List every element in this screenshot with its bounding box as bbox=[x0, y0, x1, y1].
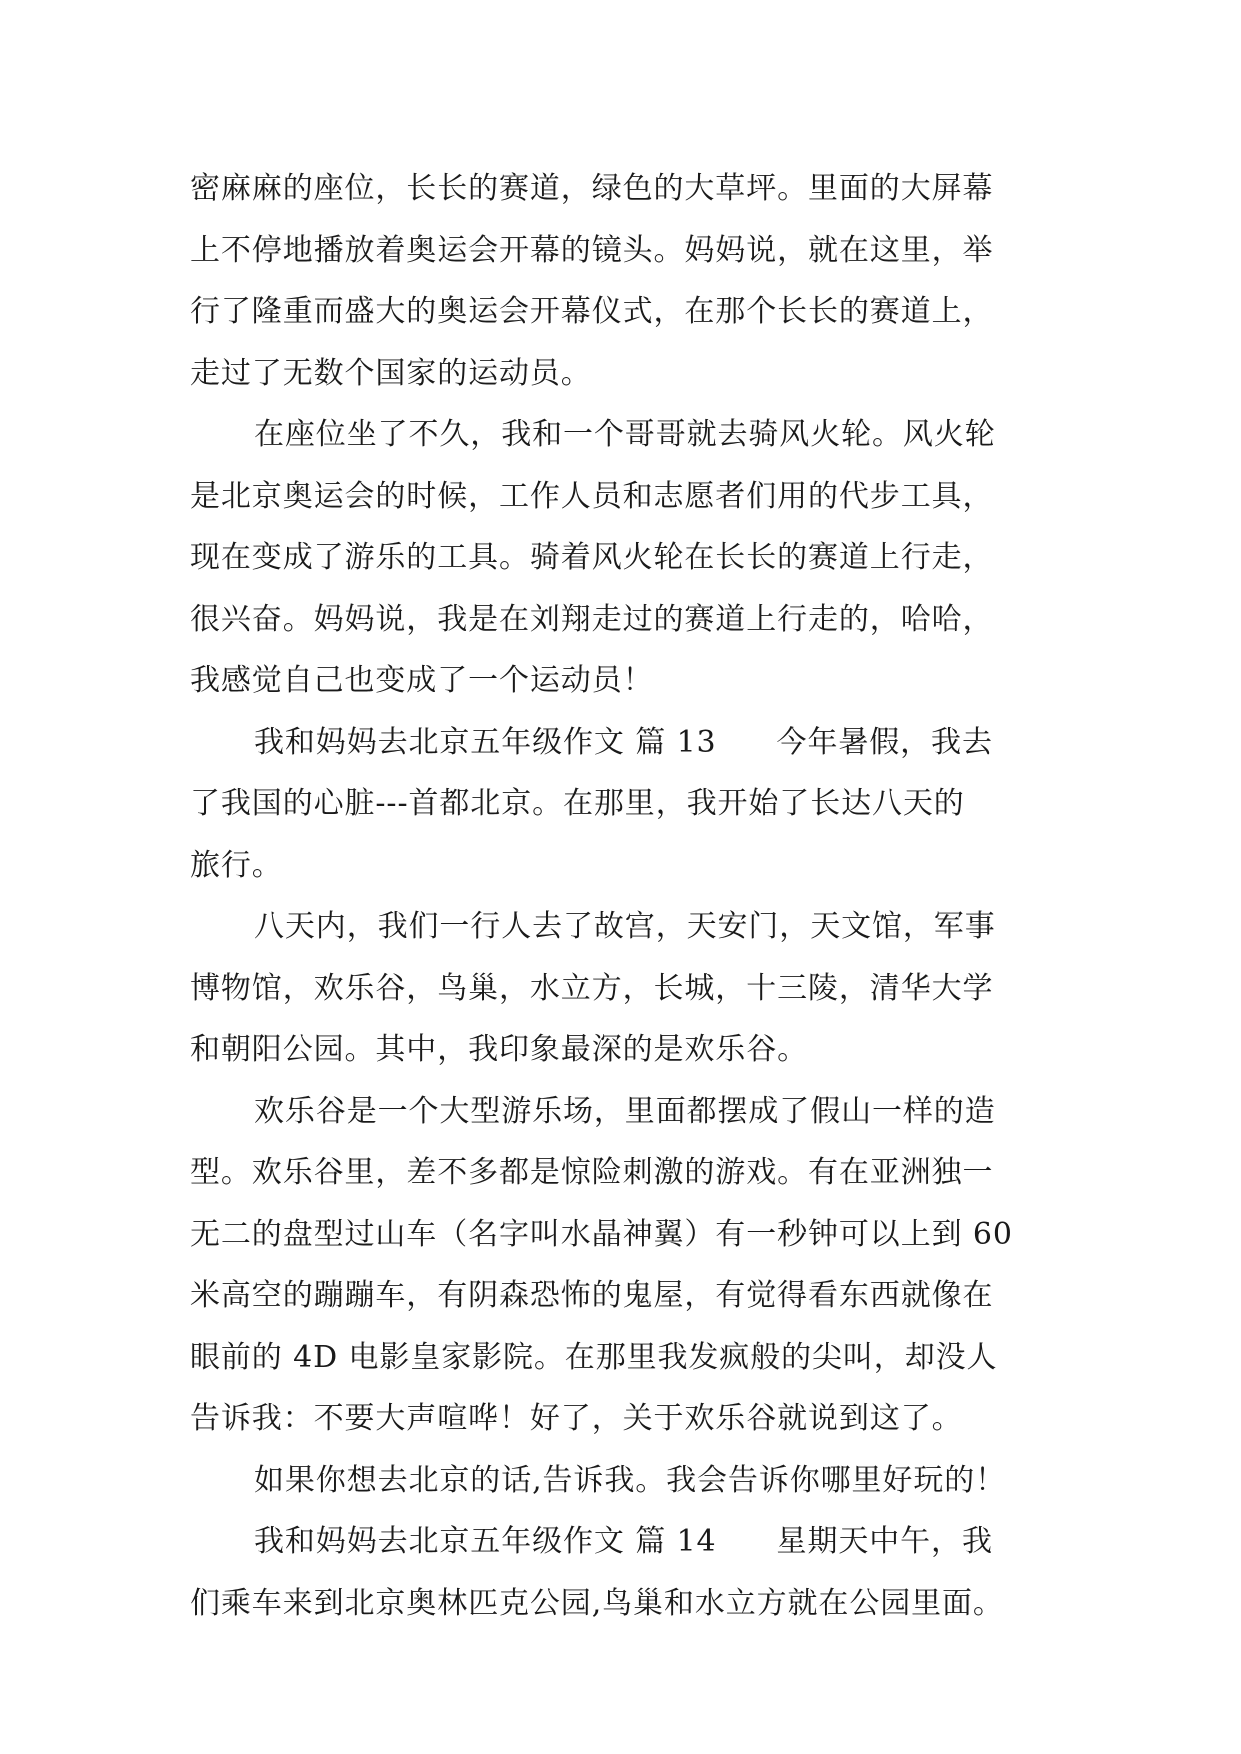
text-line: 是北京奥运会的时候，工作人员和志愿者们用的代步工具， bbox=[190, 478, 994, 514]
text-line: 无二的盘型过山车（名字叫水晶神翼）有一秒钟可以上到 60 bbox=[190, 1216, 1013, 1252]
text-line: 很兴奋。妈妈说，我是在刘翔走过的赛道上行走的，哈哈， bbox=[190, 601, 994, 637]
section-heading-line bbox=[190, 1511, 1050, 1573]
text-line: 旅行。 bbox=[190, 847, 283, 883]
section-heading-line bbox=[190, 712, 1050, 774]
text-line: 和朝阳公园。其中，我印象最深的是欢乐谷。 bbox=[190, 1032, 808, 1067]
text-line: 们乘车来到北京奥林匹克公园,鸟巢和水立方就在公园里面。 bbox=[190, 1585, 1004, 1621]
text-fragment: 星期天中午，我 bbox=[776, 1524, 993, 1559]
text-line: 我感觉自己也变成了一个运动员！ bbox=[190, 663, 654, 698]
text-line: 了我国的心脏---首都北京。在那里，我开始了长达八天的 bbox=[190, 786, 965, 821]
text-line: 欢乐谷是一个大型游乐场，里面都摆成了假山一样的造 bbox=[254, 1093, 996, 1129]
section-title-14: 我和妈妈去北京五年级作文 篇 14 bbox=[254, 1524, 717, 1559]
text-line: 八天内，我们一行人去了故宫，天安门，天文馆，军事 bbox=[254, 909, 996, 944]
text-line: 上不停地播放着奥运会开幕的镜头。妈妈说，就在这里，举 bbox=[190, 232, 994, 268]
text-line: 告诉我：不要大声喧哗！好了，关于欢乐谷就说到这了。 bbox=[190, 1401, 963, 1436]
text-line: 行了隆重而盛大的奥运会开幕仪式，在那个长长的赛道上， bbox=[190, 294, 994, 329]
text-line: 型。欢乐谷里，差不多都是惊险刺激的游戏。有在亚洲独一 bbox=[190, 1155, 994, 1190]
section-title-13: 我和妈妈去北京五年级作文 篇 13 bbox=[254, 724, 717, 760]
text-line: 如果你想去北京的话,告诉我。我会告诉你哪里好玩的！ bbox=[254, 1462, 1007, 1498]
text-line: 现在变成了游乐的工具。骑着风火轮在长长的赛道上行走， bbox=[190, 540, 994, 575]
text-line: 眼前的 4D 电影皇家影院。在那里我发疯般的尖叫，却没人 bbox=[190, 1339, 998, 1375]
text-line: 密麻麻的座位，长长的赛道，绿色的大草坪。里面的大屏幕 bbox=[190, 171, 994, 206]
text-line: 在座位坐了不久，我和一个哥哥就去骑风火轮。风火轮 bbox=[254, 417, 996, 452]
text-line: 米高空的蹦蹦车，有阴森恐怖的鬼屋，有觉得看东西就像在 bbox=[190, 1278, 994, 1313]
text-fragment: 今年暑假，我去 bbox=[776, 724, 993, 760]
essay-body bbox=[190, 158, 1050, 1634]
text-line: 博物馆，欢乐谷，鸟巢，水立方，长城，十三陵，清华大学 bbox=[190, 970, 994, 1006]
text-line: 走过了无数个国家的运动员。 bbox=[190, 355, 592, 391]
